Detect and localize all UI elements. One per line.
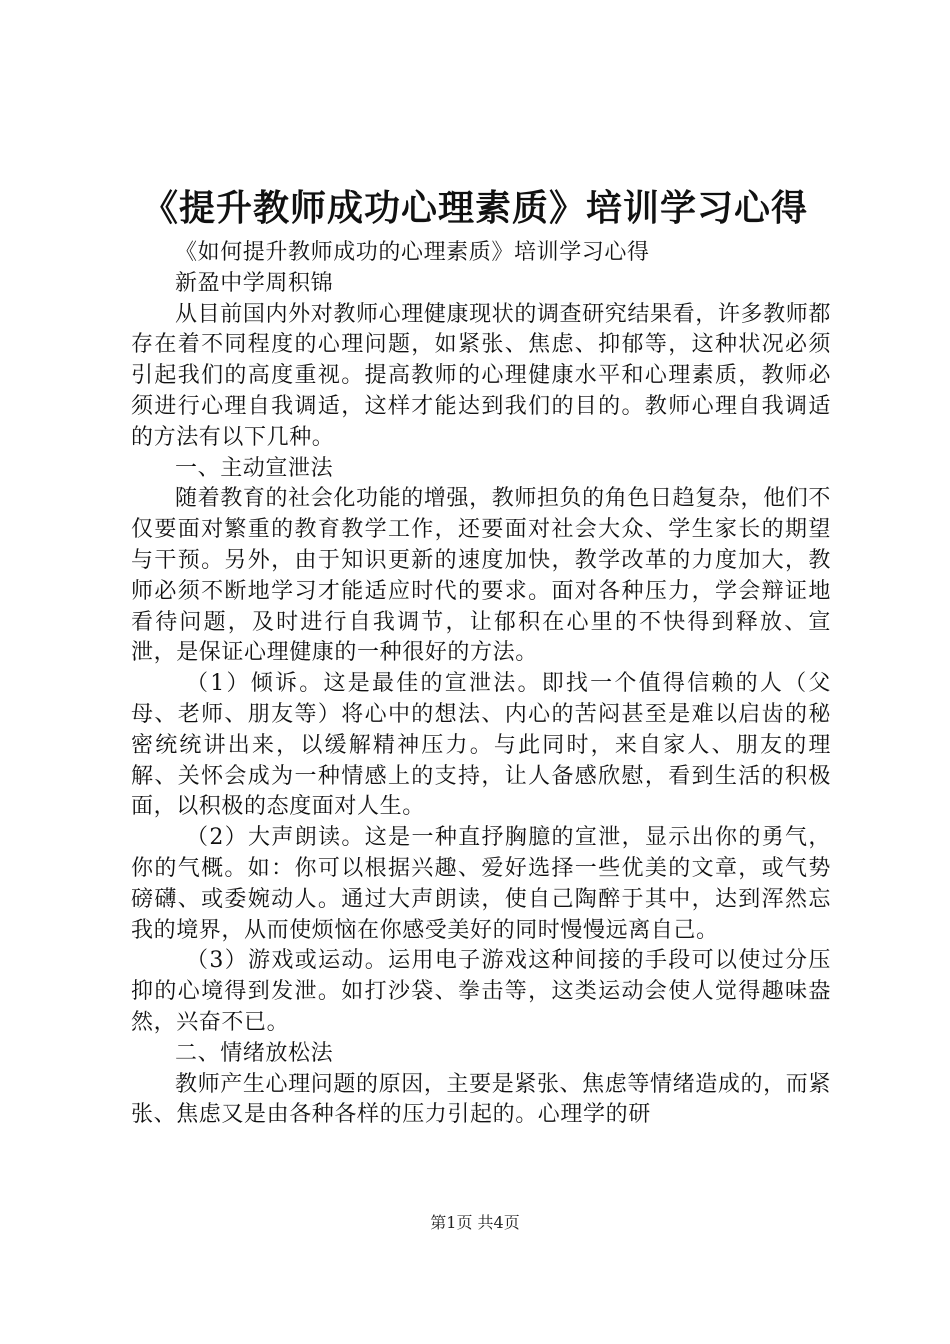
body-paragraph: 教师产生心理问题的原因，主要是紧张、焦虑等情绪造成的，而紧张、焦虑又是由各种各样的压力引起的。心理学的研 (131, 1071, 831, 1128)
subtitle-paragraph: 《如何提升教师成功的心理素质》培训学习心得 (175, 240, 650, 265)
author-line: 新盈中学周积锦 (175, 270, 334, 296)
body-paragraph: 随着教育的社会化功能的增强，教师担负的角色日趋复杂，他们不仅要面对繁重的教育教学工作，还要面对社会大众、学生家长的期望与干预。另外，由于知识更新的速度加快，教学改革的力度加大，教师必须不断地学习才能适应时代的要求。面对各种压力，学会辩证地看待问题，及时进行自我调节，让郁积在心里的不快得到释放、宣泄，是保证心理健康的一种很好的方法。 (131, 486, 831, 666)
list-item-paragraph: （2）大声朗读。这是一种直抒胸臆的宣泄，显示出你的勇气，你的气概。如：你可以根据兴趣、爱好选择一些优美的文章，或气势磅礴、或委婉动人。通过大声朗读，使自己陶醉于其中，达到浑然忘我的境界，从而使烦恼在你感受美好的同时慢慢远离自己。 (131, 825, 831, 943)
document-body (131, 238, 831, 1131)
section-heading: 二、情绪放松法 (175, 1040, 334, 1066)
body-paragraph: 从目前国内外对教师心理健康现状的调查研究结果看，许多教师都存在着不同程度的心理问题，如紧张、焦虑、抑郁等，这种状况必须引起我们的高度重视。提高教师的心理健康水平和心理素质，教师必须进行心理自我调适，这样才能达到我们的目的。教师心理自我调适的方法有以下几种。 (131, 301, 831, 450)
document-title: 《提升教师成功心理素质》培训学习心得 (141, 187, 808, 229)
list-item-paragraph: （3）游戏或运动。运用电子游戏这种间接的手段可以使过分压抑的心境得到发泄。如打沙袋、拳击等，这类运动会使人觉得趣味盎然，兴奋不已。 (131, 948, 831, 1035)
page-footer: 第1页 共4页 (430, 1213, 520, 1232)
section-heading: 一、主动宣泄法 (175, 455, 334, 481)
list-item-paragraph: （1）倾诉。这是最佳的宣泄法。即找一个值得信赖的人（父母、老师、朋友等）将心中的想法、内心的苦闷甚至是难以启齿的秘密统统讲出来，以缓解精神压力。与此同时，来自家人、朋友的理解、关怀会成为一种情感上的支持，让人备感欣慰，看到生活的积极面，以积极的态度面对人生。 (131, 671, 831, 820)
